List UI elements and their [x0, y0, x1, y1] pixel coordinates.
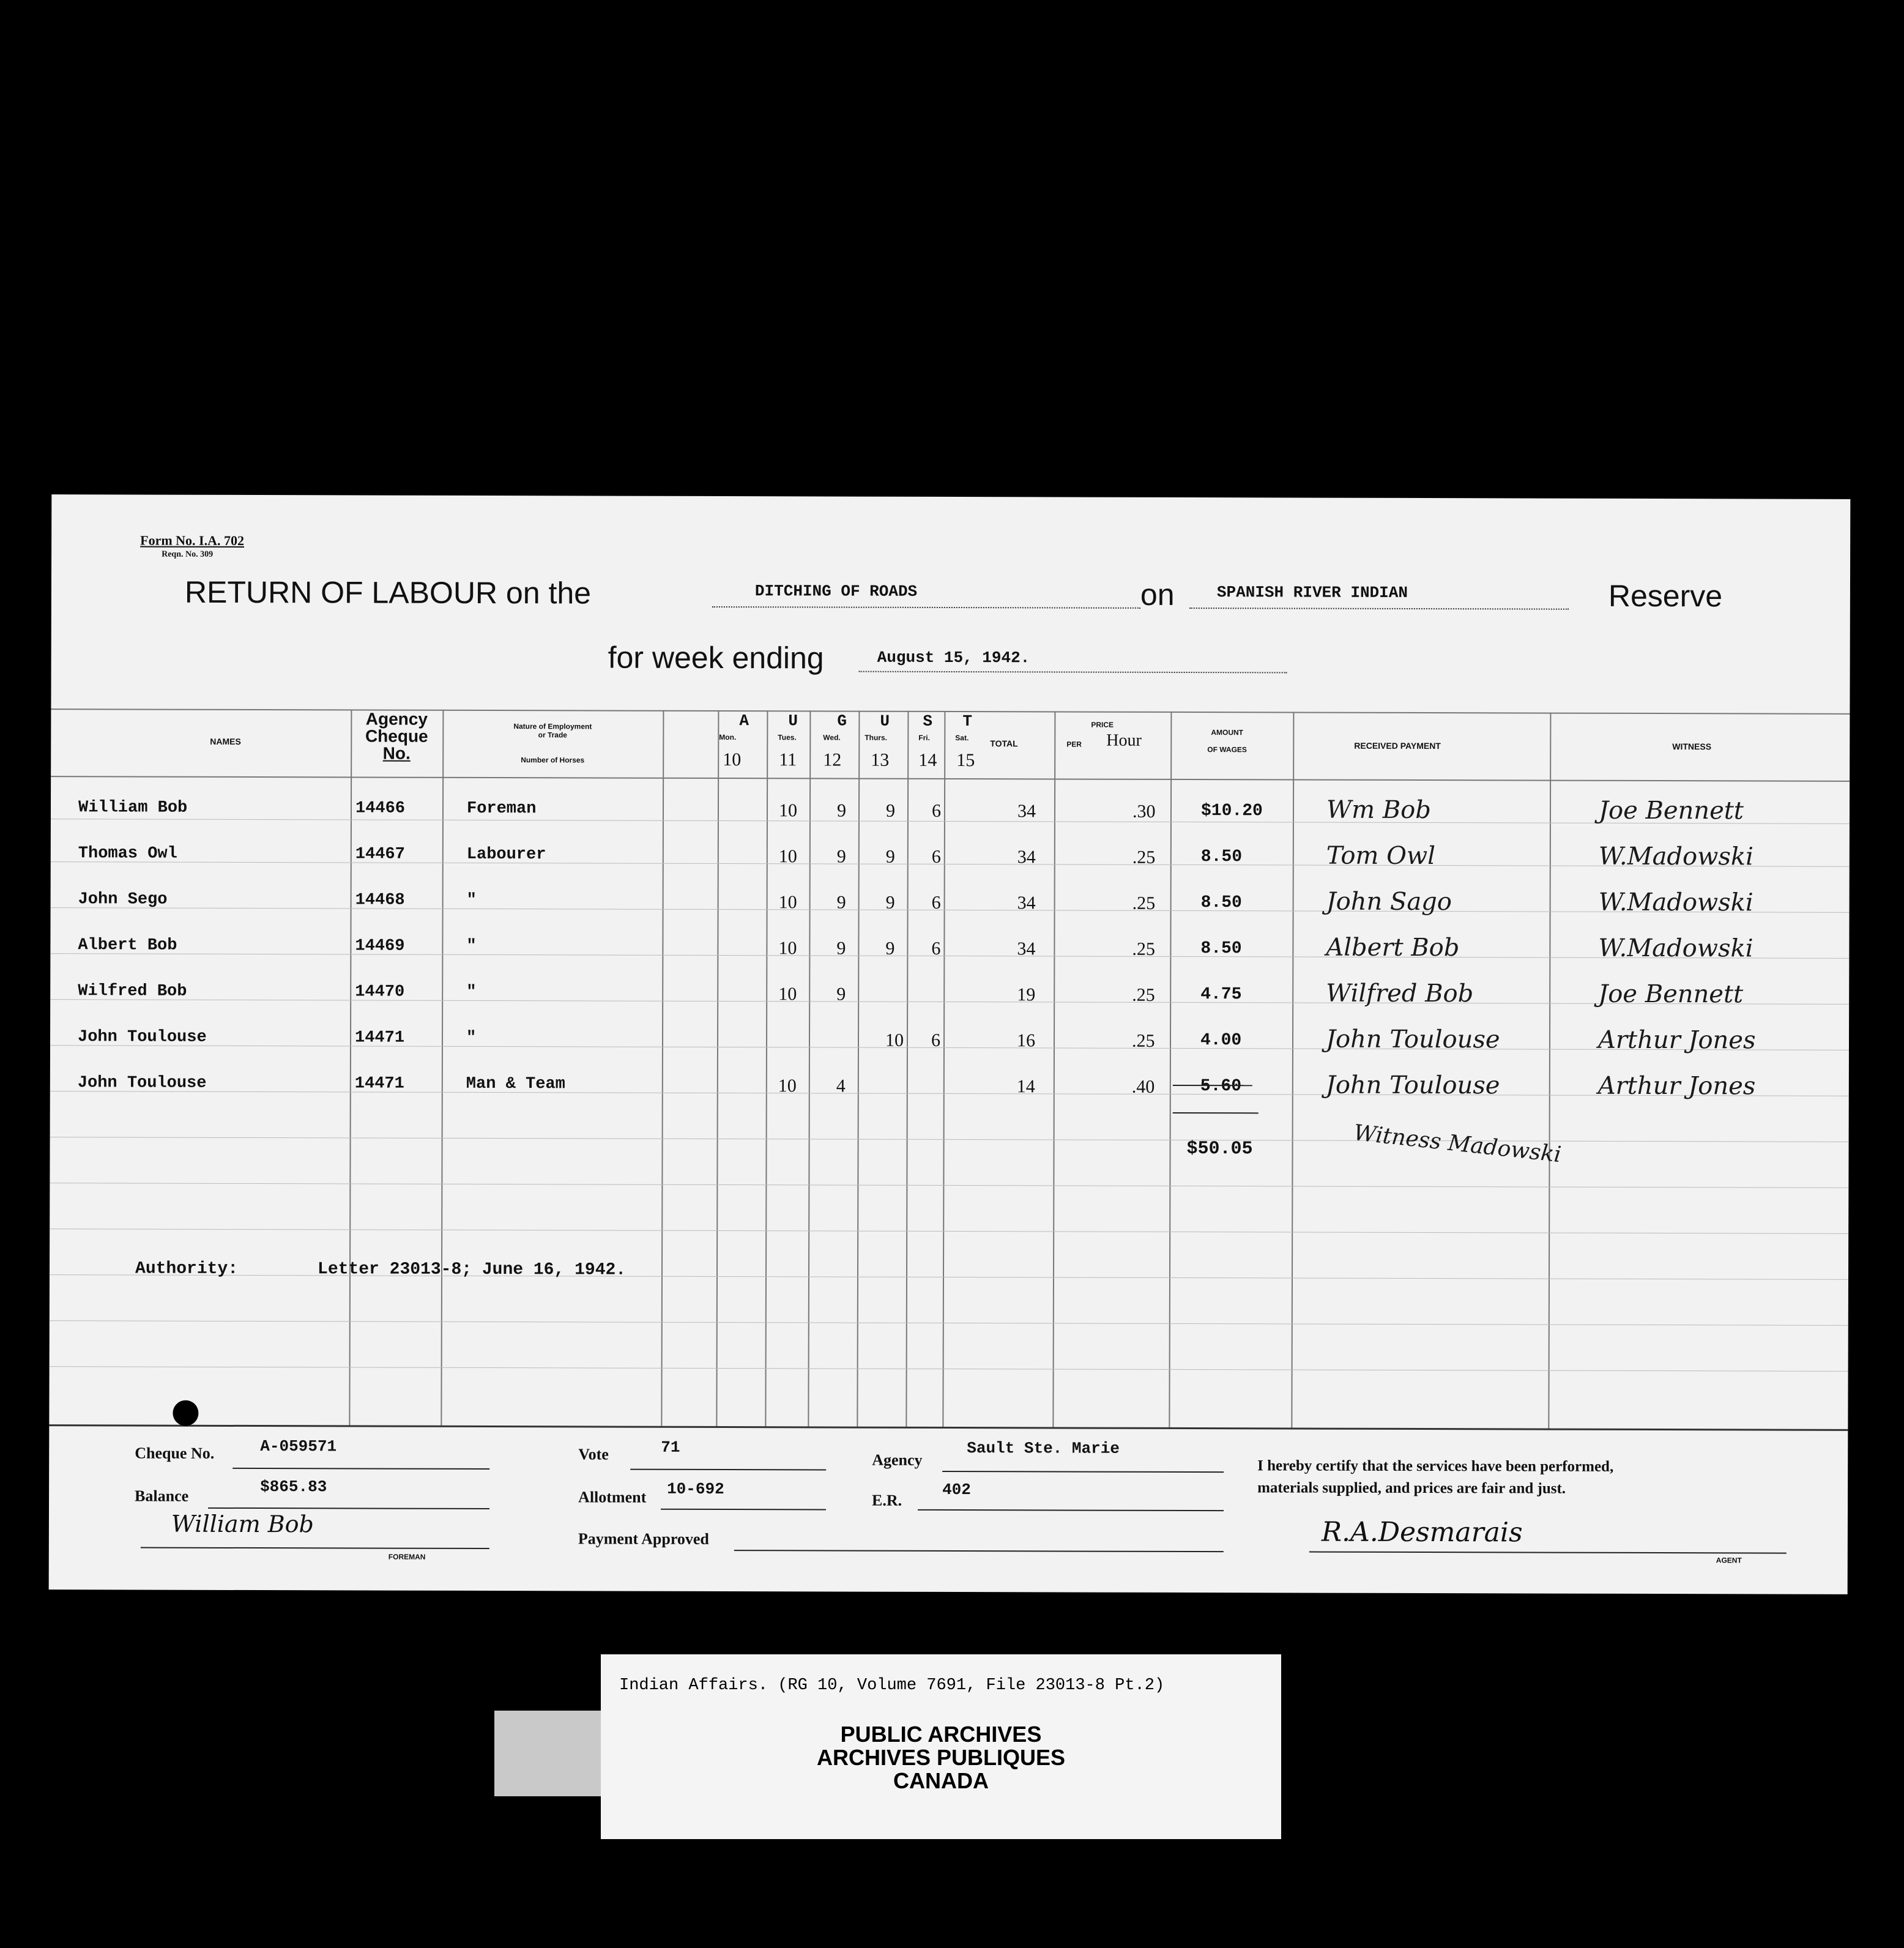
punch-hole [173, 1400, 198, 1426]
archive-label [601, 1654, 1281, 1839]
payment-signature: John Toulouse [1325, 1025, 1500, 1054]
row-total: 34 [1017, 939, 1036, 959]
day-hours: 6 [931, 938, 941, 959]
hourly-rate: .25 [1131, 1030, 1155, 1051]
wage-amount: 4.75 [1200, 985, 1242, 1005]
worker-name: John Sego [78, 890, 168, 909]
witness-signature: Arthur Jones [1597, 1025, 1756, 1055]
cheque-number: 14471 [354, 1074, 404, 1093]
witness-signature: W.Madowski [1598, 888, 1753, 917]
row-total: 34 [1017, 893, 1036, 913]
payment-approved-label: Payment Approved [578, 1530, 709, 1548]
trade: Foreman [466, 799, 537, 819]
row-total: 34 [1017, 801, 1036, 822]
cheque-number: 14470 [355, 983, 405, 1002]
nature-header: Nature of Employment or Trade [513, 722, 592, 740]
balance-value: $865.83 [260, 1478, 327, 1496]
day-hours: 9 [836, 800, 847, 821]
day-hours: 9 [836, 892, 846, 913]
certification-text: I hereby certify that the services have been performed, materials supplied, and prices are fair and just. [1257, 1457, 1614, 1497]
worker-name: John Toulouse [77, 1074, 207, 1093]
balance-label: Balance [135, 1487, 189, 1505]
authority-label: Authority: [135, 1259, 239, 1279]
cheque-number: 14471 [354, 1028, 405, 1047]
received-header: RECEIVED PAYMENT [1354, 740, 1441, 751]
row-total: 19 [1017, 984, 1036, 1005]
title-prefix: RETURN OF LABOUR on the [184, 574, 592, 611]
day-hours: 10 [778, 1076, 797, 1096]
week-value: August 15, 1942. [877, 648, 1030, 667]
day-hours: 6 [931, 846, 941, 867]
wage-amount: 8.50 [1200, 847, 1243, 867]
wage-amount: 5.60 [1200, 1077, 1242, 1096]
payment-signature: John Sago [1326, 887, 1452, 916]
day-hours: 10 [778, 800, 798, 821]
day-hours: 6 [931, 800, 942, 821]
work-description: DITCHING OF ROADS [754, 582, 918, 601]
payment-signature: John Toulouse [1325, 1071, 1500, 1100]
hourly-rate: .25 [1132, 939, 1155, 959]
witness-header: WITNESS [1672, 742, 1712, 752]
day-hours: 10 [885, 1030, 904, 1050]
cheque-number: 14466 [355, 799, 406, 818]
day-hours: 10 [778, 846, 797, 867]
hourly-rate: .25 [1132, 984, 1155, 1005]
total-header: TOTAL [990, 738, 1018, 749]
day-hours: 10 [778, 892, 797, 913]
trade: Labourer [466, 845, 546, 864]
row-total: 34 [1017, 847, 1036, 868]
day-hours: 9 [885, 846, 895, 867]
per-header: PER [1066, 740, 1082, 749]
month-header: A U G U S T Mon. Tues. Wed. Thurs. Fri. Sat. 10 11 12 13 14 15 [719, 712, 975, 771]
day-hours: 9 [885, 892, 895, 913]
price-header: PRICE [1091, 720, 1114, 729]
day-hours: 6 [931, 892, 941, 913]
title-reserve: Reserve [1608, 578, 1723, 614]
agent-signature: R.A.Desmarais [1321, 1516, 1523, 1548]
archive-reference: Indian Affairs. (RG 10, Volume 7691, File 23013-8 Pt.2) [619, 1676, 1165, 1695]
day-hours: 10 [778, 984, 797, 1005]
authority-value: Letter 23013-8; June 16, 1942. [317, 1260, 627, 1280]
form-number: Form No. I.A. 702 [140, 532, 245, 548]
worker-name: John Toulouse [77, 1028, 207, 1047]
cheque-header: Agency Cheque No. [365, 709, 428, 763]
foreman-label: FOREMAN [388, 1552, 426, 1561]
day-hours: 9 [885, 800, 896, 821]
day-hours: 4 [836, 1076, 846, 1096]
er-label: E.R. [872, 1491, 902, 1509]
payment-signature: Tom Owl [1326, 841, 1435, 871]
hourly-rate: .40 [1131, 1076, 1155, 1097]
er-value: 402 [942, 1480, 971, 1500]
agent-label: AGENT [1716, 1556, 1742, 1565]
grand-total: $50.05 [1186, 1139, 1253, 1160]
wage-amount: 4.00 [1200, 1031, 1242, 1050]
vote-value: 71 [661, 1438, 680, 1457]
week-label: for week ending [608, 640, 824, 675]
cheque-label: Cheque No. [135, 1444, 215, 1462]
allotment-label: Allotment [578, 1488, 647, 1506]
worker-name: Wilfred Bob [78, 982, 187, 1001]
trade: " [466, 983, 477, 1002]
labour-return-form [49, 494, 1851, 1594]
cheque-value: A-059571 [260, 1437, 337, 1456]
witness-signature: Arthur Jones [1597, 1071, 1756, 1101]
hour-header: Hour [1106, 730, 1142, 750]
cheque-number: 14467 [355, 845, 405, 864]
agency-label: Agency [872, 1451, 923, 1469]
trade: Man & Team [466, 1074, 565, 1094]
trade: " [466, 937, 477, 956]
row-total: 16 [1016, 1030, 1036, 1051]
hourly-rate: .25 [1132, 847, 1156, 868]
witness-note: Witness Madowski [1352, 1120, 1563, 1168]
hourly-rate: .25 [1132, 893, 1156, 913]
vote-label: Vote [578, 1445, 609, 1463]
title-on: on [1140, 577, 1175, 612]
payment-signature: Albert Bob [1326, 933, 1460, 962]
trade: " [466, 891, 477, 910]
day-hours: 9 [836, 938, 846, 959]
worker-name: William Bob [78, 798, 188, 817]
archive-tab [494, 1711, 604, 1796]
names-header: NAMES [210, 736, 241, 746]
cheque-number: 14468 [355, 891, 405, 910]
witness-signature: W.Madowski [1598, 842, 1753, 871]
wage-amount: 8.50 [1200, 939, 1242, 959]
amount-header: AMOUNT OF WAGES [1207, 728, 1247, 754]
foreman-signature: William Bob [171, 1510, 314, 1538]
wage-amount: $10.20 [1200, 801, 1263, 821]
day-hours: 6 [931, 1030, 941, 1050]
day-hours: 9 [836, 984, 846, 1005]
wage-amount: 8.50 [1200, 893, 1242, 913]
hourly-rate: .30 [1132, 801, 1156, 822]
day-hours: 9 [885, 938, 895, 959]
day-hours: 9 [836, 846, 846, 867]
worker-name: Albert Bob [78, 936, 177, 955]
witness-signature: W.Madowski [1598, 934, 1753, 963]
worker-name: Thomas Owl [78, 844, 177, 863]
allotment-value: 10-692 [667, 1479, 724, 1499]
reserve-name: SPANISH RIVER INDIAN [1216, 583, 1408, 602]
witness-signature: Joe Bennett [1598, 980, 1744, 1009]
cheque-number: 14469 [355, 937, 405, 956]
row-total: 14 [1016, 1076, 1035, 1097]
witness-signature: Joe Bennett [1598, 796, 1744, 825]
horses-header: Number of Horses [521, 756, 585, 765]
payment-signature: Wm Bob [1326, 795, 1431, 825]
payment-signature: Wilfred Bob [1326, 979, 1474, 1008]
day-hours: 10 [778, 938, 797, 959]
trade: " [466, 1028, 477, 1047]
agency-value: Sault Ste. Marie [967, 1439, 1120, 1458]
archive-stamp: PUBLIC ARCHIVES ARCHIVES PUBLIQUES CANADA [816, 1722, 1066, 1793]
requisition-number: Reqn. No. 309 [162, 549, 214, 559]
